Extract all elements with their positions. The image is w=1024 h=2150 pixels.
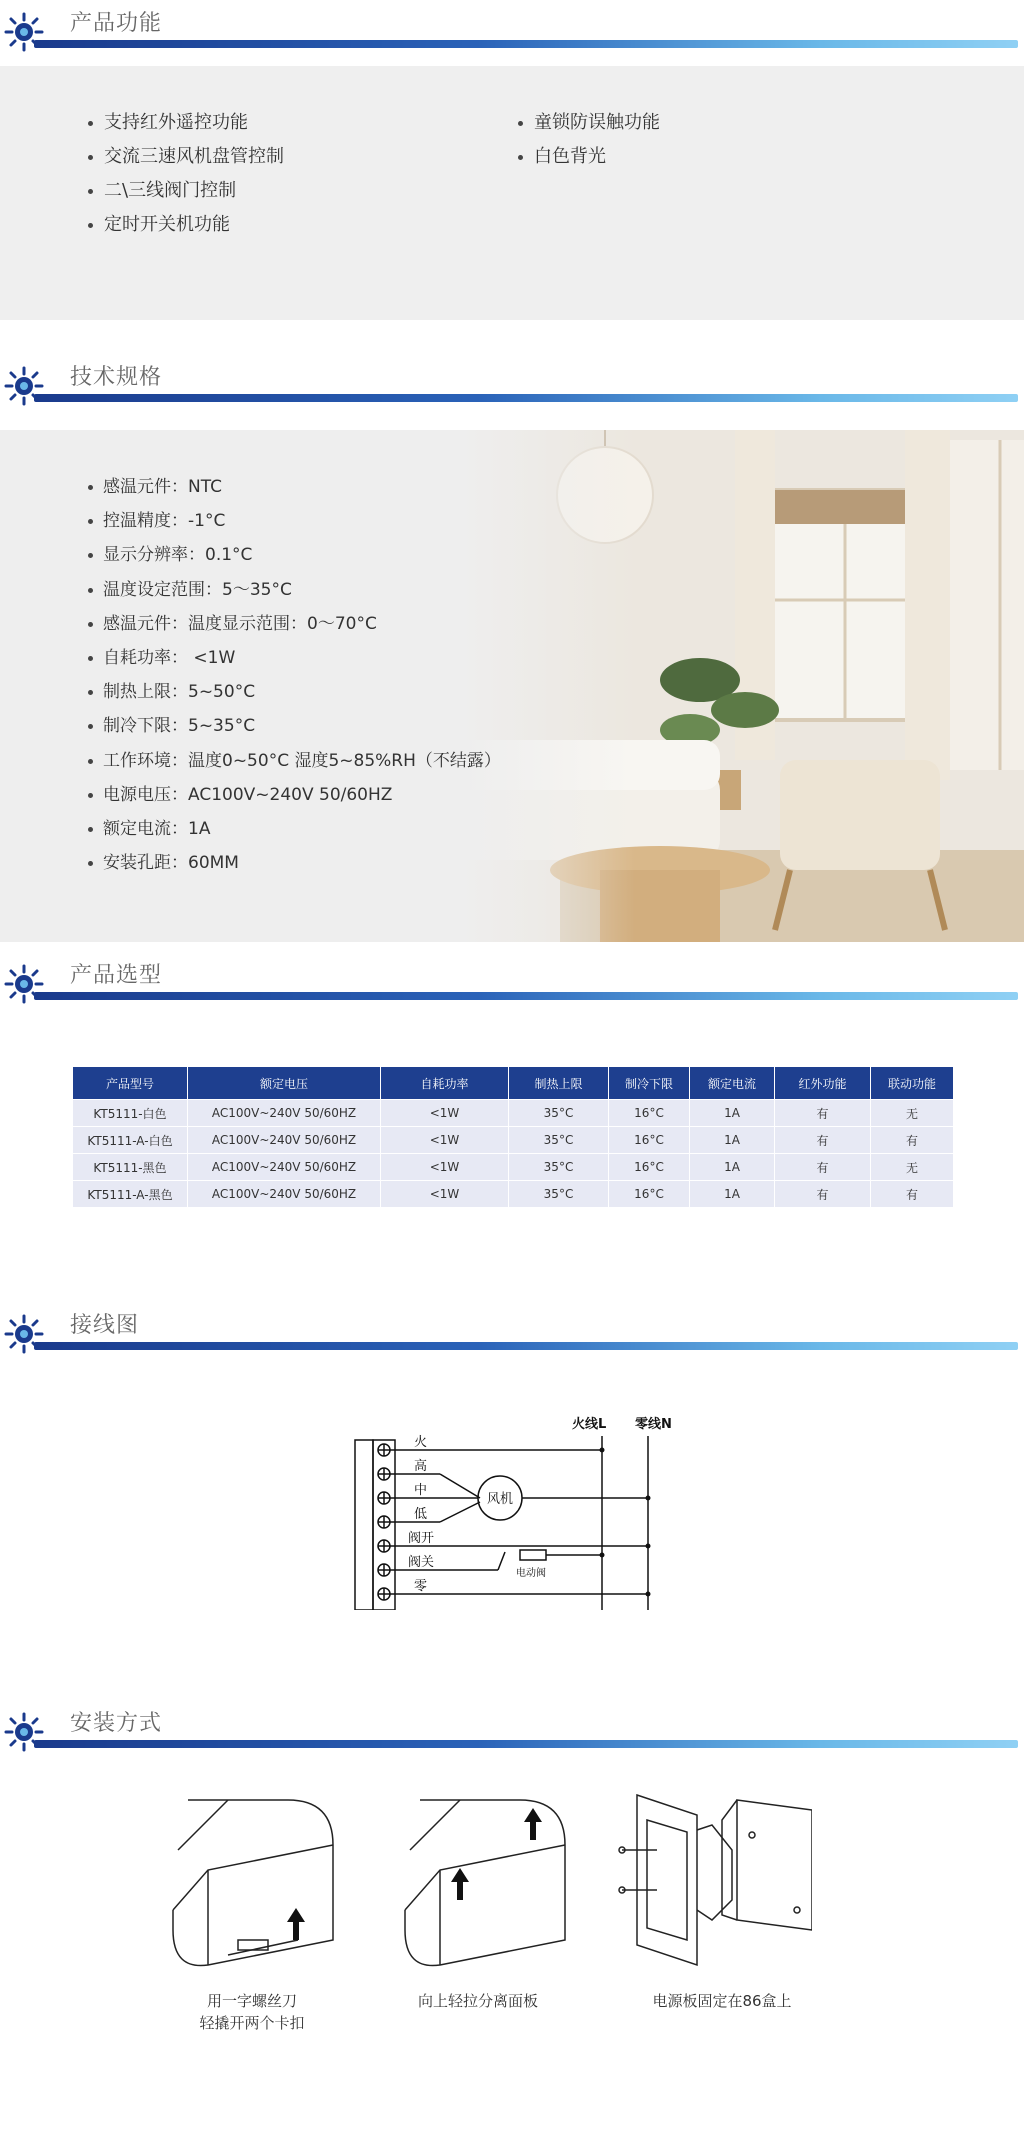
terminal-label: 阀开: [408, 1531, 435, 1546]
section-divider: [34, 1342, 1018, 1350]
column-header: 红外功能: [775, 1067, 870, 1099]
terminal-label: 中: [414, 1483, 428, 1498]
table-cell: 有: [775, 1181, 870, 1207]
section-header-install: [0, 1700, 1024, 1756]
features-list-right: [518, 106, 660, 174]
table-cell: 1A: [690, 1127, 774, 1153]
table-cell: 16°C: [609, 1154, 689, 1180]
table-cell: 有: [871, 1181, 953, 1207]
table-cell: 16°C: [609, 1100, 689, 1126]
install-step3-illustration: [612, 1790, 812, 1970]
table-cell: 有: [775, 1100, 870, 1126]
spec-item: 电源电压：AC100V~240V 50/60HZ: [88, 778, 501, 812]
table-cell: <1W: [381, 1181, 508, 1207]
table-cell: KT5111-A-白色: [73, 1127, 187, 1153]
wiring-diagram: [350, 1410, 690, 1610]
spec-item: 制冷下限：5~35°C: [88, 709, 501, 743]
table-cell: AC100V~240V 50/60HZ: [188, 1181, 380, 1207]
table-cell: KT5111-黑色: [73, 1154, 187, 1180]
spec-item: 显示分辨率：0.1°C: [88, 538, 501, 572]
section-header-models: [0, 952, 1024, 1008]
section-title: 产品选型: [70, 963, 163, 988]
models-table: [72, 1066, 954, 1208]
section-title: 安装方式: [70, 1711, 163, 1736]
column-header: 制热上限: [509, 1067, 608, 1099]
wiring-label-live: 火线L: [572, 1417, 607, 1432]
table-cell: AC100V~240V 50/60HZ: [188, 1100, 380, 1126]
specs-list: [88, 470, 501, 880]
table-cell: 35°C: [509, 1100, 608, 1126]
section-divider: [34, 40, 1018, 48]
feature-item: 二\三线阀门控制: [88, 174, 284, 208]
table-cell: 1A: [690, 1154, 774, 1180]
caption-line: 向上轻拉分离面板: [417, 1992, 538, 2010]
table-row: [73, 1127, 953, 1153]
feature-item: 支持红外遥控功能: [88, 106, 284, 140]
table-cell: <1W: [381, 1127, 508, 1153]
table-cell: KT5111-白色: [73, 1100, 187, 1126]
section-divider: [34, 1740, 1018, 1748]
caption-line: 轻撬开两个卡扣: [199, 2014, 305, 2032]
table-cell: 16°C: [609, 1127, 689, 1153]
table-cell: 无: [871, 1154, 953, 1180]
caption-line: 用一字螺丝刀: [206, 1992, 297, 2010]
table-cell: 1A: [690, 1181, 774, 1207]
section-header-features: [0, 0, 1024, 56]
install-step1-caption: [172, 1990, 332, 2034]
column-header: 自耗功率: [381, 1067, 508, 1099]
table-cell: 无: [871, 1100, 953, 1126]
spec-item: 额定电流：1A: [88, 812, 501, 846]
install-step3-caption: [632, 1990, 812, 2012]
terminal-label: 火: [414, 1435, 428, 1450]
spec-item: 控温精度：-1°C: [88, 504, 501, 538]
terminal-label: 高: [414, 1459, 428, 1474]
column-header: 产品型号: [73, 1067, 187, 1099]
valve-label: 电动阀: [516, 1568, 546, 1579]
spec-item: 感温元件：NTC: [88, 470, 501, 504]
table-cell: <1W: [381, 1100, 508, 1126]
column-header: 联动功能: [871, 1067, 953, 1099]
table-row: [73, 1100, 953, 1126]
spec-item: 温度设定范围：5～35°C: [88, 573, 501, 607]
table-header-row: [73, 1067, 953, 1099]
table-cell: KT5111-A-黑色: [73, 1181, 187, 1207]
column-header: 制冷下限: [609, 1067, 689, 1099]
table-row: [73, 1181, 953, 1207]
spec-item: 自耗功率： <1W: [88, 641, 501, 675]
feature-item: 白色背光: [518, 140, 660, 174]
table-cell: AC100V~240V 50/60HZ: [188, 1154, 380, 1180]
table-cell: <1W: [381, 1154, 508, 1180]
spec-item: 制热上限：5~50°C: [88, 675, 501, 709]
table-cell: 有: [775, 1154, 870, 1180]
spec-item: 感温元件：温度显示范围：0～70°C: [88, 607, 501, 641]
section-header-wiring: [0, 1302, 1024, 1358]
table-row: [73, 1154, 953, 1180]
terminal-label: 零: [414, 1579, 428, 1594]
section-divider: [34, 992, 1018, 1000]
features-list-left: [88, 106, 284, 242]
table-cell: 1A: [690, 1100, 774, 1126]
section-header-specs: [0, 354, 1024, 410]
section-divider: [34, 394, 1018, 402]
table-cell: 有: [871, 1127, 953, 1153]
section-title: 技术规格: [70, 365, 163, 390]
specs-panel: [0, 430, 1024, 942]
feature-item: 交流三速风机盘管控制: [88, 140, 284, 174]
install-step2-caption: [398, 1990, 558, 2012]
fan-label: 风机: [486, 1492, 514, 1507]
caption-line: 电源板固定在86盒上: [652, 1992, 792, 2010]
wiring-label-neutral: 零线N: [635, 1417, 672, 1432]
table-cell: 35°C: [509, 1127, 608, 1153]
terminal-label: 低: [414, 1507, 428, 1522]
install-step1-illustration: [168, 1790, 338, 1970]
feature-item: 定时开关机功能: [88, 208, 284, 242]
spec-item: 安装孔距：60MM: [88, 846, 501, 880]
section-title: 接线图: [70, 1313, 140, 1338]
features-panel: [0, 66, 1024, 320]
terminal-label: 阀关: [408, 1555, 435, 1570]
feature-item: 童锁防误触功能: [518, 106, 660, 140]
table-cell: AC100V~240V 50/60HZ: [188, 1127, 380, 1153]
section-title: 产品功能: [70, 11, 163, 36]
column-header: 额定电流: [690, 1067, 774, 1099]
table-cell: 16°C: [609, 1181, 689, 1207]
column-header: 额定电压: [188, 1067, 380, 1099]
spec-item: 工作环境：温度0~50°C 湿度5~85%RH（不结露）: [88, 744, 501, 778]
table-cell: 35°C: [509, 1154, 608, 1180]
install-step2-illustration: [400, 1790, 570, 1970]
table-cell: 35°C: [509, 1181, 608, 1207]
table-cell: 有: [775, 1127, 870, 1153]
